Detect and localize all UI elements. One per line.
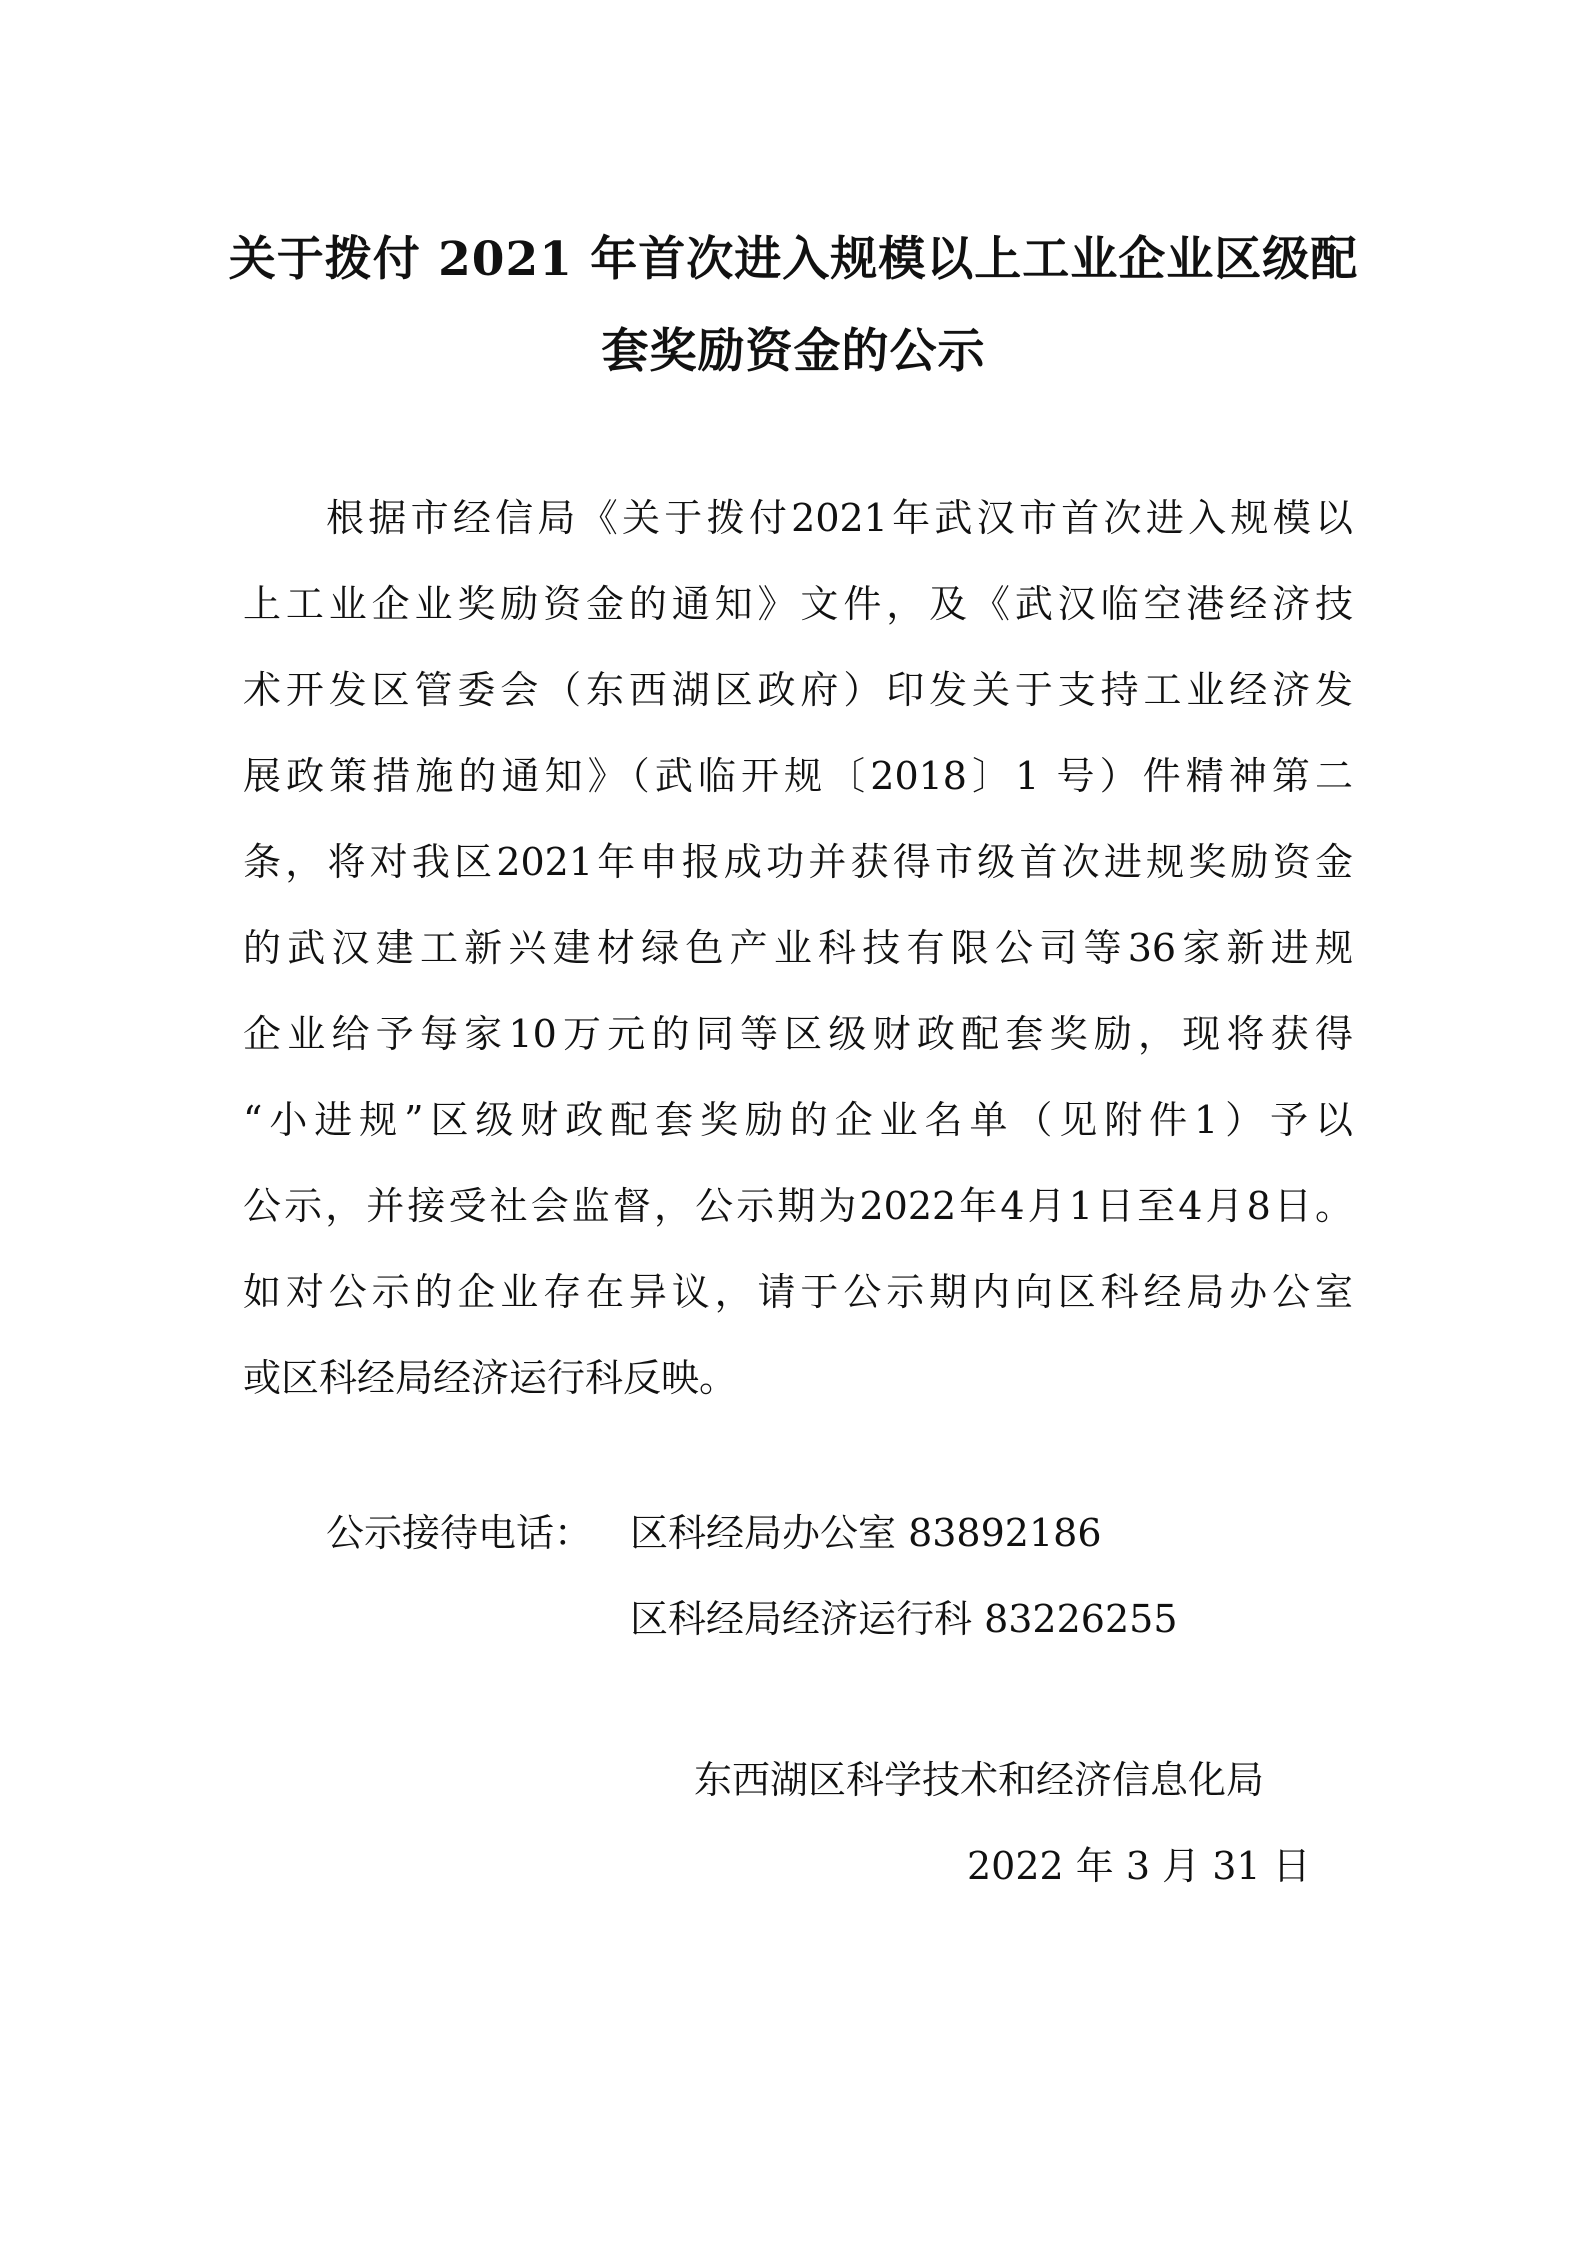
issuing-organization: 东西湖区科学技术和经济信息化局 [694,1758,1265,1802]
body-line: 或区科经局经济运行科反映。 [243,1356,738,1400]
contact-label: 公示接待电话： [326,1511,593,1555]
contact-phone-office: 区科经局办公室 83892186 [630,1511,1102,1555]
body-line: 企业给予每家10万元的同等区级财政配套奖励，现将获得 [243,1012,1353,1056]
document-title-line-1: 关于拨付 2021 年首次进入规模以上工业企业区级配 [228,232,1359,287]
document-title-line-2: 套奖励资金的公示 [601,324,986,379]
body-line: 上工业企业奖励资金的通知》文件，及《武汉临空港经济技 [243,582,1353,626]
issue-date: 2022 年 3 月 31 日 [967,1844,1311,1888]
body-line: 的武汉建工新兴建材绿色产业科技有限公司等36家新进规 [243,926,1353,970]
body-line: 条，将对我区2021年申报成功并获得市级首次进规奖励资金 [243,840,1353,884]
body-line: 公示，并接受社会监督，公示期为2022年4月1日至4月8日。 [243,1184,1353,1228]
body-line: 如对公示的企业存在异议，请于公示期内向区科经局办公室 [243,1270,1353,1314]
body-line: 根据市经信局《关于拨付2021年武汉市首次进入规模以 [326,496,1353,540]
body-line: 展政策措施的通知》（武临开规〔2018〕1 号）件精神第二 [243,754,1353,798]
body-line: “小进规”区级财政配套奖励的企业名单（见附件1）予以 [243,1098,1353,1142]
body-line: 术开发区管委会（东西湖区政府）印发关于支持工业经济发 [243,668,1353,712]
contact-phone-operations: 区科经局经济运行科 83226255 [630,1597,1178,1641]
